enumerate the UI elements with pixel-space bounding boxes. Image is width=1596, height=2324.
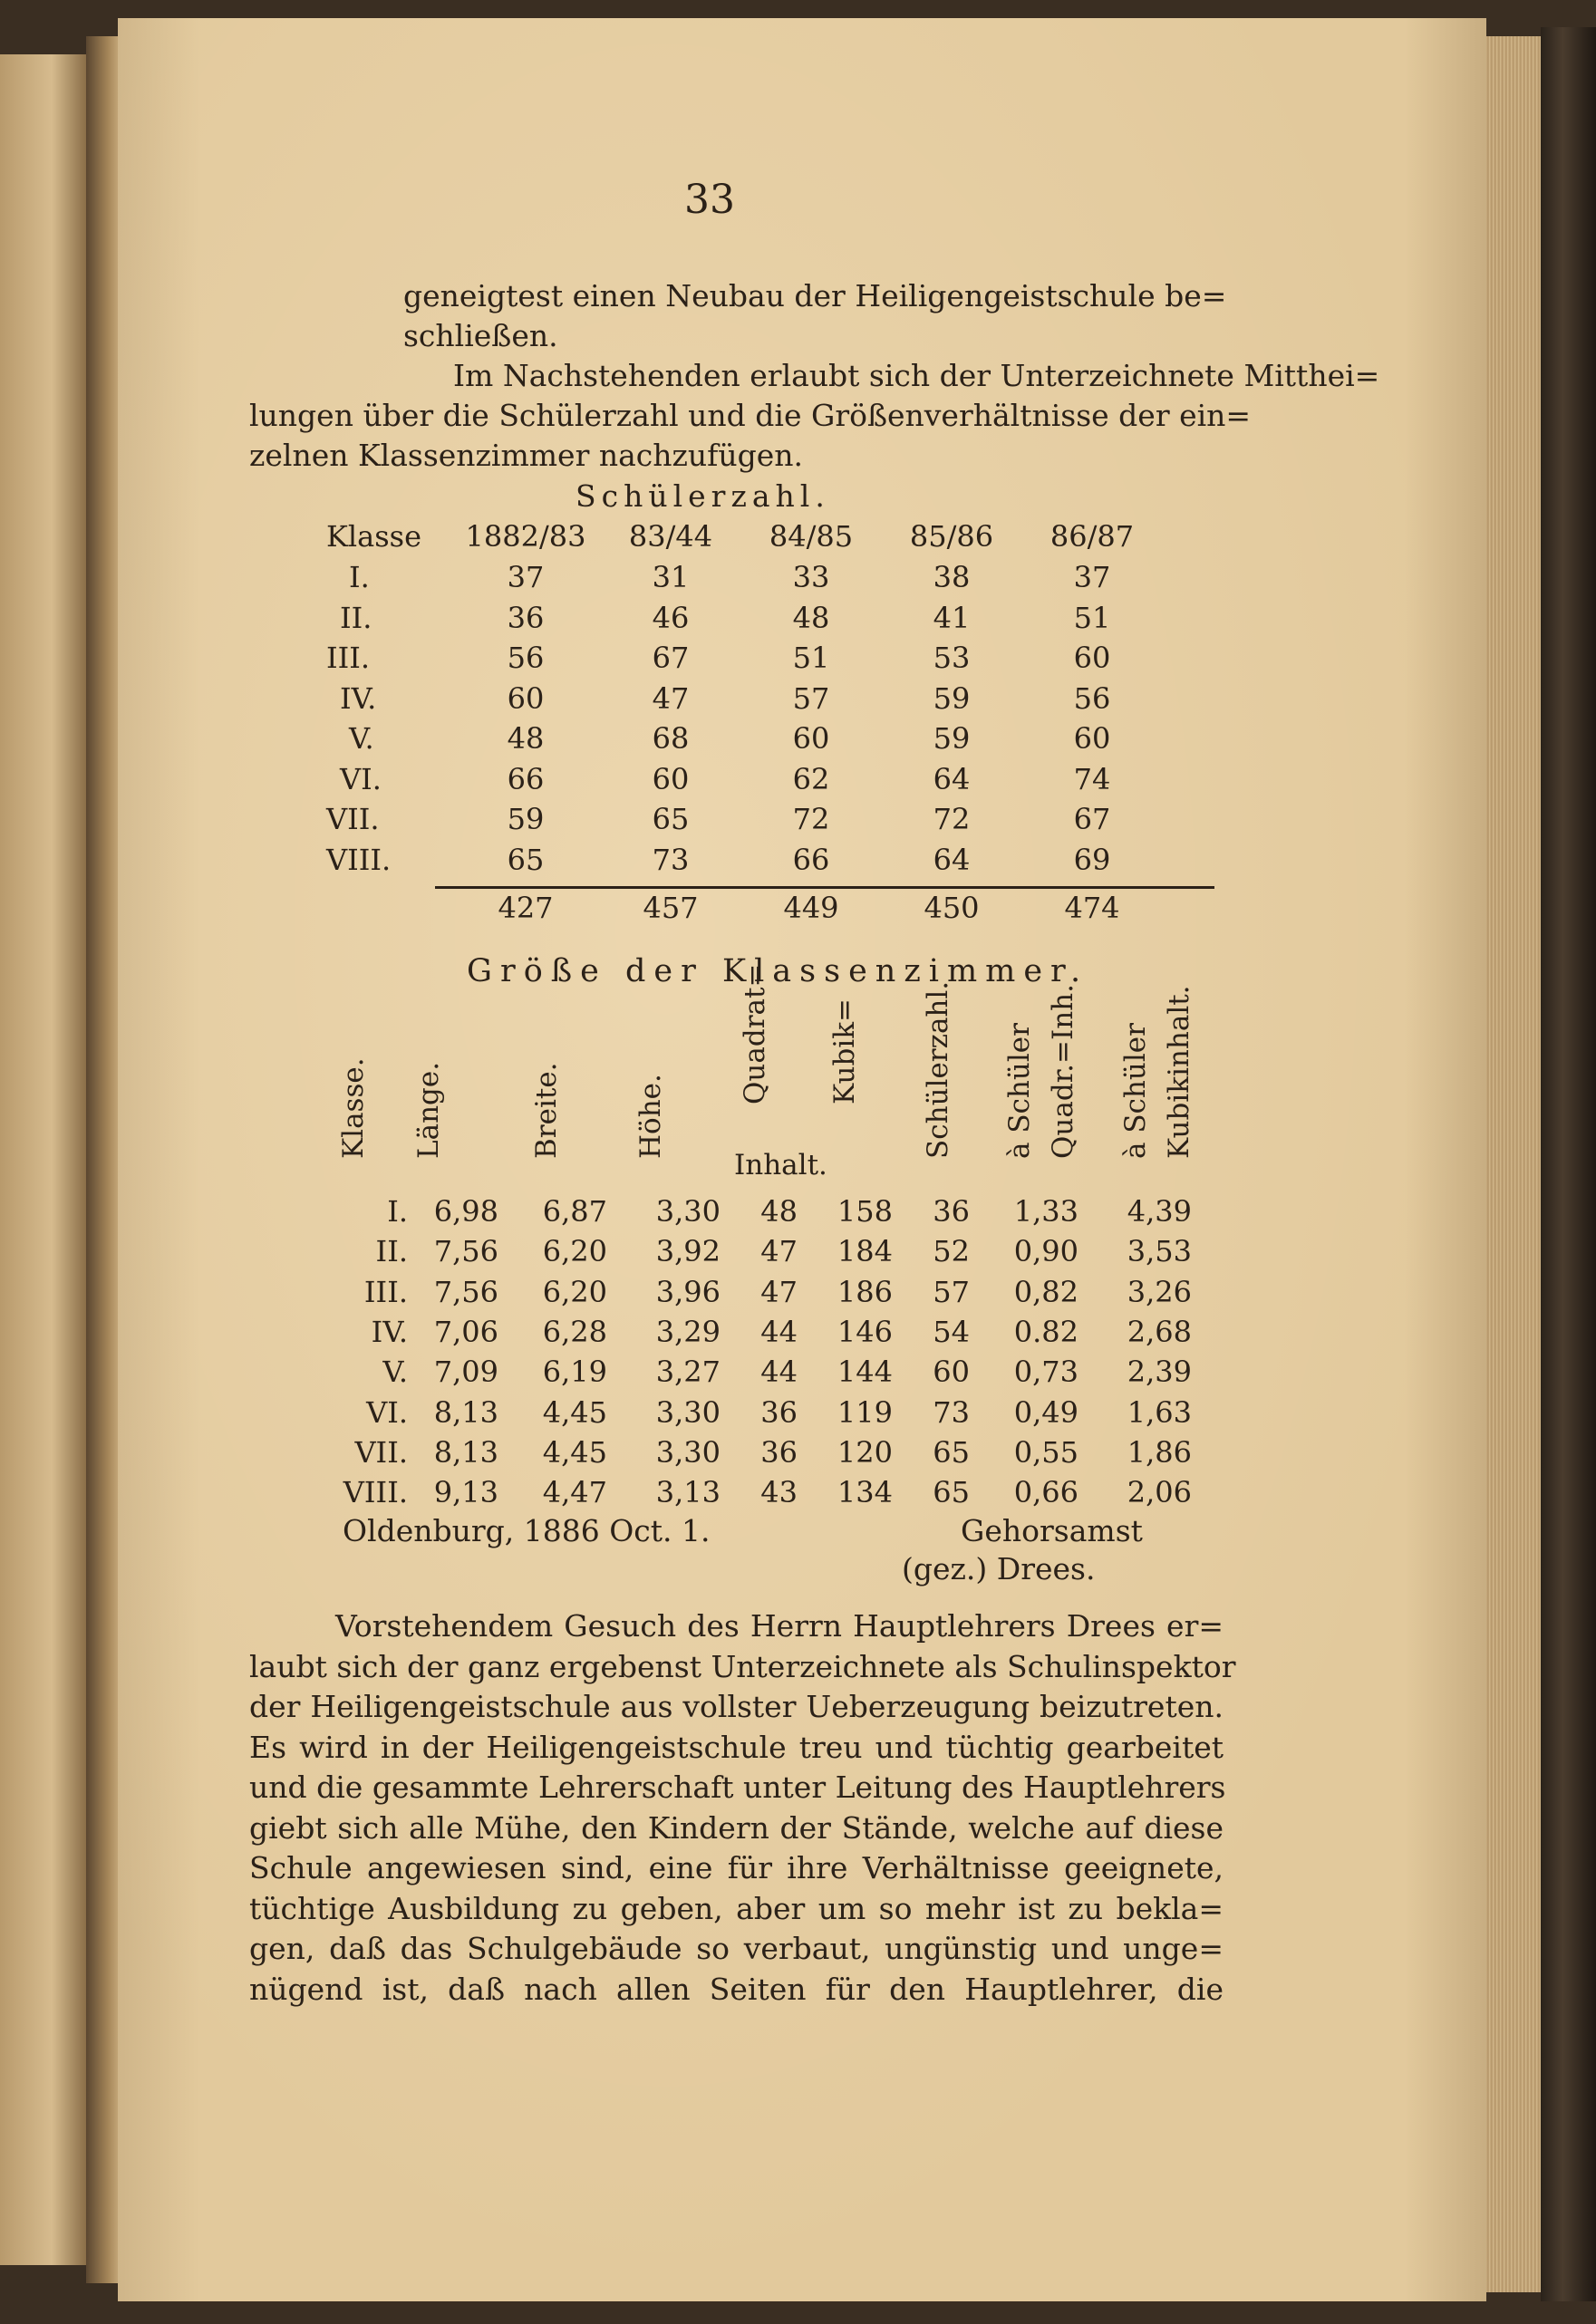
table1-row [326, 802, 1214, 842]
table2-header-quadr-inh: Quadr.=Inh. [1047, 984, 1079, 1159]
table1-header-cell: 85/86 [909, 519, 994, 554]
text-line: Schule angewiesen sind, eine für ihre Verhältnisse geeignete, [249, 1850, 1224, 1885]
table1-total-cell: 474 [1064, 891, 1120, 925]
table2-cell: 1,63 [1127, 1394, 1192, 1430]
table1-cell: 60 [1073, 721, 1111, 756]
table2-cell: 186 [837, 1274, 893, 1309]
table1-cell: 69 [1073, 842, 1111, 877]
table1-cell: 60 [1073, 641, 1111, 675]
table2-header-inhalt: Inhalt. [734, 1149, 827, 1181]
page-number: 33 [684, 177, 735, 223]
table1-cell: 57 [792, 680, 830, 716]
table2-cell: 36 [760, 1434, 798, 1470]
table2-cell: 6,98 [433, 1194, 498, 1229]
table2-cell: 0,73 [1013, 1355, 1079, 1390]
table2-row [326, 1475, 1233, 1515]
text-line: der Heiligengeistschule aus vollster Ueberzeugung beizutreten. [249, 1689, 1224, 1724]
table2-cell: 44 [760, 1314, 798, 1349]
table2-row [326, 1194, 1233, 1234]
table2-row-label: V. [382, 1355, 408, 1390]
table2-cell: 0,55 [1013, 1434, 1079, 1470]
table1-cell: 60 [792, 721, 830, 756]
table1-header-cell: 83/44 [628, 519, 713, 554]
table1-cell: 60 [652, 761, 690, 796]
table2-cell: 7,09 [433, 1355, 498, 1390]
table2-cell: 1,33 [1013, 1194, 1079, 1229]
body-paragraph [249, 1606, 1236, 2010]
table2-cell: 54 [933, 1314, 970, 1349]
table1-cell: 46 [652, 600, 690, 635]
text-line: Im Nachstehenden erlaubt sich der Unterzeichnete Mitthei= [453, 358, 1380, 393]
table2-cell: 0,82 [1013, 1274, 1079, 1309]
table1-header-row [326, 519, 1214, 559]
table1-totals-row [326, 891, 1214, 931]
table1-row-label: VI. [340, 761, 382, 796]
table2-cell: 9,13 [433, 1475, 498, 1510]
table2-cell: 3,26 [1127, 1274, 1192, 1309]
table1-header-cell: 84/85 [769, 519, 854, 554]
table1-cell: 53 [933, 641, 971, 675]
table2-cell: 119 [837, 1394, 893, 1430]
table2-cell: 3,30 [655, 1434, 721, 1470]
table2-cell: 48 [760, 1194, 798, 1229]
table2-cell: 4,39 [1127, 1194, 1192, 1229]
table1-cell: 48 [792, 600, 830, 635]
table1-row-label: VII. [326, 802, 380, 836]
table1-row-label: V. [349, 721, 374, 756]
table1-cell: 31 [652, 560, 690, 594]
table1-row-label: III. [326, 641, 371, 675]
table2-cell: 3,29 [655, 1314, 721, 1349]
table2-cell: 144 [837, 1355, 893, 1390]
table2-cell: 134 [837, 1475, 893, 1510]
table1-row [326, 601, 1214, 641]
table1-total-cell: 449 [783, 891, 839, 925]
table2-cell: 158 [837, 1194, 893, 1229]
table2-row-label: III. [363, 1274, 408, 1309]
table2-caption: Größe der Klassenzimmer. [467, 953, 1089, 989]
table1-cell: 41 [933, 600, 971, 635]
table1-row-label: I. [349, 560, 370, 594]
text-line: nügend ist, daß nach allen Seiten für den Hauptlehrer, die [249, 1971, 1224, 2007]
table2-cell: 65 [933, 1475, 970, 1510]
table2-cell: 2,68 [1127, 1314, 1192, 1349]
signature-name: (gez.) Drees. [902, 1551, 1096, 1586]
table2-cell: 36 [933, 1194, 970, 1229]
table2-cell: 4,45 [542, 1434, 607, 1470]
table2-cell: 3,27 [655, 1355, 721, 1390]
book-cover-edge [1541, 27, 1596, 2301]
table2-cell: 6,87 [542, 1194, 607, 1229]
table2-cell: 7,06 [433, 1314, 498, 1349]
table2-cell: 120 [837, 1434, 893, 1470]
table2-header-schuelerzahl: Schülerzahl. [922, 980, 954, 1159]
table1-total-cell: 427 [498, 891, 554, 925]
text-line: zelnen Klassenzimmer nachzufügen. [249, 438, 804, 473]
text-line: schließen. [403, 318, 558, 353]
table2-cell: 3,96 [655, 1274, 721, 1309]
table2-row-label: II. [375, 1234, 408, 1269]
table2-cell: 0,90 [1013, 1234, 1079, 1269]
table1-cell: 64 [933, 842, 971, 877]
table2-cell: 6,19 [542, 1355, 607, 1390]
table2-row [326, 1315, 1233, 1355]
table2-row [326, 1435, 1233, 1475]
table2-cell: 3,53 [1127, 1234, 1192, 1269]
table1-cell: 65 [507, 842, 545, 877]
table1-cell: 72 [933, 802, 971, 836]
place-date: Oldenburg, 1886 Oct. 1. [343, 1513, 711, 1548]
table2-cell: 3,92 [655, 1234, 721, 1269]
table2-header-breite: Breite. [530, 1062, 563, 1159]
table2-cell: 60 [933, 1355, 970, 1390]
table2-cell: 0,49 [1013, 1394, 1079, 1430]
table1-cell: 59 [933, 680, 971, 716]
intro-paragraph [249, 276, 1380, 476]
table2-cell: 7,56 [433, 1234, 498, 1269]
table2-header-laenge: Länge. [412, 1061, 445, 1159]
table1-cell: 36 [507, 600, 545, 635]
table2-row-label: VI. [366, 1394, 408, 1430]
table1-row [326, 641, 1214, 680]
table1-cell: 47 [652, 680, 690, 716]
table2-cell: 43 [760, 1475, 798, 1510]
table2-cell: 3,13 [655, 1475, 721, 1510]
table1-row [326, 721, 1214, 761]
table2-cell: 8,13 [433, 1394, 498, 1430]
table2-row [326, 1355, 1233, 1394]
table1-cell: 37 [1073, 560, 1111, 594]
table2-cell: 65 [933, 1434, 970, 1470]
table2-cell: 4,47 [542, 1475, 607, 1510]
table1-cell: 59 [933, 721, 971, 756]
table1-total-cell: 457 [643, 891, 699, 925]
table2-cell: 36 [760, 1394, 798, 1430]
signature-label: Gehorsamst [961, 1513, 1143, 1548]
table1-cell: 60 [507, 680, 545, 716]
table2-row [326, 1275, 1233, 1315]
text-line: giebt sich alle Mühe, den Kindern der Stände, welche auf diese [249, 1809, 1224, 1846]
table1-cell: 51 [792, 641, 830, 675]
table2-row-label: VII. [354, 1434, 408, 1470]
table2-cell: 2,06 [1127, 1475, 1192, 1510]
table1-row-label: VIII. [326, 842, 392, 877]
table2-cell: 1,86 [1127, 1434, 1192, 1470]
table1-cell: 73 [652, 842, 690, 877]
table2-header-quadrat: Quadrat= [739, 963, 771, 1104]
table2-cell: 3,30 [655, 1394, 721, 1430]
table2-header-a-schueler-2: à Schüler [1119, 1023, 1152, 1159]
table2-cell: 0,66 [1013, 1475, 1079, 1510]
table2-cell: 47 [760, 1234, 798, 1269]
text-line: Vorstehendem Gesuch des Herrn Hauptlehrers Drees er= [335, 1608, 1224, 1644]
table1-caption: Schülerzahl. [576, 478, 830, 514]
table1-total-cell: 450 [924, 891, 980, 925]
book-gutter [86, 36, 122, 2283]
table2-header-kubik: Kubik= [828, 998, 861, 1104]
table2-cell: 6,20 [542, 1274, 607, 1309]
text-line: Es wird in der Heiligengeistschule treu und tüchtig gearbeitet [249, 1729, 1224, 1765]
table1-cell: 64 [933, 761, 971, 796]
left-page-edge [0, 54, 86, 2265]
table2-row-label: IV. [371, 1314, 408, 1349]
table2-cell: 6,20 [542, 1234, 607, 1269]
table2-cell: 8,13 [433, 1434, 498, 1470]
table1-cell: 65 [652, 802, 690, 836]
table2-cell: 6,28 [542, 1314, 607, 1349]
table1-cell: 48 [507, 721, 545, 756]
table2-header-kubikinhalt: Kubikinhalt. [1163, 985, 1195, 1159]
table1-cell: 56 [507, 641, 545, 675]
table1-header-cell: 86/87 [1049, 519, 1135, 554]
table1-row-label: II. [340, 600, 372, 635]
table1-cell: 66 [792, 842, 830, 877]
text-line: tüchtige Ausbildung zu geben, aber um so mehr ist zu bekla= [249, 1890, 1224, 1926]
table1-row [326, 843, 1214, 882]
table2-cell: 2,39 [1127, 1355, 1192, 1390]
table2-cell: 146 [837, 1314, 893, 1349]
text-line: laubt sich der ganz ergebenst Unterzeichnete als Schulinspektor [249, 1648, 1236, 1684]
table1-row [326, 762, 1214, 802]
table1-cell: 56 [1073, 680, 1111, 716]
table2-header-a-schueler-1: à Schüler [1003, 1023, 1036, 1159]
table2-row [326, 1395, 1233, 1435]
table2-cell: 7,56 [433, 1274, 498, 1309]
table2-cell: 44 [760, 1355, 798, 1390]
text-line: und die gesammte Lehrerschaft unter Leitung des Hauptlehrers [249, 1770, 1226, 1805]
table1-cell: 74 [1073, 761, 1111, 796]
table1-cell: 67 [652, 641, 690, 675]
text-line: lungen über die Schülerzahl und die Größenverhältnisse der ein= [249, 398, 1252, 433]
table2-cell: 4,45 [542, 1394, 607, 1430]
table1-sum-rule [435, 886, 1214, 889]
table2-row-label: I. [387, 1194, 408, 1229]
table1-cell: 38 [933, 560, 971, 594]
table2-header-hoehe: Höhe. [634, 1074, 667, 1159]
table1-row [326, 560, 1214, 600]
table2-cell: 52 [933, 1234, 970, 1269]
table1-header-cell: 1882/83 [465, 519, 586, 554]
table1-cell: 37 [507, 560, 545, 594]
table1-cell: 33 [792, 560, 830, 594]
table2-row [326, 1234, 1233, 1274]
table2-cell: 73 [933, 1394, 970, 1430]
table1-cell: 51 [1073, 600, 1111, 635]
text-line: gen, daß das Schulgebäude so verbaut, ungünstig und unge= [249, 1931, 1224, 1966]
table1-row-label: IV. [340, 680, 377, 716]
page-edges [1486, 36, 1541, 2292]
table2-cell: 57 [933, 1274, 970, 1309]
table1-cell: 68 [652, 721, 690, 756]
table1-cell: 72 [792, 802, 830, 836]
table1-cell: 66 [507, 761, 545, 796]
table1-header-cell: Klasse [326, 519, 421, 554]
table1-cell: 59 [507, 802, 545, 836]
table1-cell: 62 [792, 761, 830, 796]
table2-cell: 3,30 [655, 1194, 721, 1229]
table2-header-klasse: Klasse. [337, 1057, 370, 1159]
text-line: geneigtest einen Neubau der Heiligengeistschule be= [403, 278, 1227, 313]
table1-row [326, 681, 1214, 721]
table2-row-label: VIII. [343, 1475, 408, 1510]
table2-cell: 184 [837, 1234, 893, 1269]
table2-cell: 47 [760, 1274, 798, 1309]
table1-cell: 67 [1073, 802, 1111, 836]
table2-cell: 0.82 [1013, 1314, 1079, 1349]
